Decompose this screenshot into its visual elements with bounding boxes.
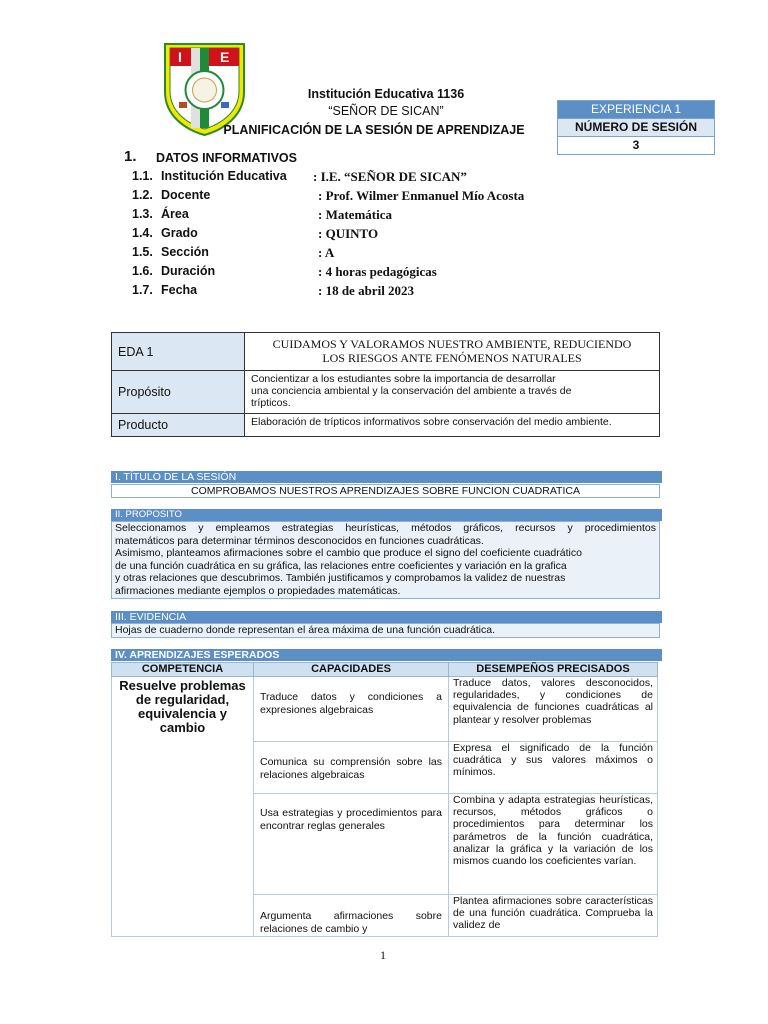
datos-value: : A bbox=[318, 245, 335, 260]
datos-label: Institución Educativa bbox=[161, 169, 287, 183]
school-name: “SEÑOR DE SICAN” bbox=[328, 104, 444, 118]
header-competencia: COMPETENCIA bbox=[112, 663, 254, 677]
aprendizajes-table bbox=[111, 662, 658, 937]
experience-label: EXPERIENCIA 1 bbox=[558, 101, 714, 119]
desempeno-3: Combina y adapta estrategias heurísticas, recursos, métodos gráficos o procedimientos para determinar los parámetros de la función cuadrática, analizar la gráfica y la variación de los mismos cuando los coeficientes varían. bbox=[449, 794, 658, 895]
competencia-cell bbox=[112, 677, 254, 937]
datos-number: 1.2. bbox=[132, 188, 153, 202]
session-label: NÚMERO DE SESIÓN bbox=[558, 119, 714, 137]
proposito-box-line5: y otras relaciones que descubrimos. También justificamos y comprobamos la validez de nuestras bbox=[115, 572, 566, 584]
proposito-text bbox=[245, 371, 660, 414]
datos-value: : Matemática bbox=[318, 207, 392, 222]
eda-title-line1: CUIDAMOS Y VALORAMOS NUESTRO AMBIENTE, REDUCIENDO bbox=[272, 337, 632, 351]
titulo-box: COMPROBAMOS NUESTROS APRENDIZAJES SOBRE FUNCION CUADRATICA bbox=[111, 484, 660, 498]
desempeno-2: Expresa el significado de la función cuadrática y sus valores máximos o mínimos. bbox=[449, 742, 658, 794]
proposito-box-line2: matemáticos para determinar términos desconocidos en funciones cuadráticas. bbox=[115, 534, 484, 547]
datos-number: 1.1. bbox=[132, 169, 153, 183]
datos-number: 1.6. bbox=[132, 264, 153, 278]
proposito-box bbox=[111, 521, 660, 599]
page-number: 1 bbox=[380, 948, 386, 962]
eda-table bbox=[111, 332, 660, 437]
eda-label: EDA 1 bbox=[112, 333, 245, 371]
page-title: PLANIFICACIÓN DE LA SESIÓN DE APRENDIZAJE bbox=[223, 123, 525, 137]
datos-number: 1.4. bbox=[132, 226, 153, 240]
datos-value: : Prof. Wilmer Enmanuel Mío Acosta bbox=[318, 188, 525, 203]
capacidad-1: Traduce datos y condiciones a expresiones algebraicas bbox=[254, 677, 449, 742]
datos-label: Grado bbox=[161, 226, 198, 240]
datos-value: : 4 horas pedagógicas bbox=[318, 264, 437, 279]
logo-letter-i: I bbox=[178, 49, 182, 65]
titulo-bar: I. TÍTULO DE LA SESIÓN bbox=[111, 471, 662, 483]
datos-number: 1.5. bbox=[132, 245, 153, 259]
producto-label: Producto bbox=[112, 414, 245, 437]
datos-label: Área bbox=[161, 207, 189, 221]
evidencia-bar: III. EVIDENCIA bbox=[111, 611, 662, 623]
datos-number: 1.3. bbox=[132, 207, 153, 221]
proposito-box-line3: Asimismo, planteamos afirmaciones sobre el cambio que produce el signo del coeficiente cuadrático bbox=[115, 547, 582, 559]
datos-label: Fecha bbox=[161, 283, 198, 297]
datos-label: Duración bbox=[161, 264, 216, 278]
header-capacidades: CAPACIDADES bbox=[254, 663, 449, 677]
proposito-line1: Concientizar a los estudiantes sobre la importancia de desarrollar bbox=[251, 373, 556, 385]
datos-label: Sección bbox=[161, 245, 209, 259]
header-desempenos: DESEMPEÑOS PRECISADOS bbox=[449, 663, 658, 677]
datos-number: 1.7. bbox=[132, 283, 153, 297]
datos-label: Docente bbox=[161, 188, 211, 202]
desempeno-1: Traduce datos, valores desconocidos, regularidades, y condiciones de equivalencia de funciones cuadráticas al plantear y resolver problemas bbox=[449, 677, 658, 742]
eda-title-line2: LOS RIESGOS ANTE FENÓMENOS NATURALES bbox=[322, 351, 582, 365]
proposito-line2: una conciencia ambiental y la conservación del ambiente a través de bbox=[251, 385, 572, 397]
capacidad-2: Comunica su comprensión sobre las relaciones algebraicas bbox=[254, 742, 449, 794]
aprendizajes-bar: IV. APRENDIZAJES ESPERADOS bbox=[111, 649, 662, 661]
capacidad-4: Argumenta afirmaciones sobre relaciones de cambio y bbox=[254, 895, 449, 937]
datos-value: : 18 de abril 2023 bbox=[318, 283, 415, 298]
desempeno-4: Plantea afirmaciones sobre características de una función cuadrática. Comprueba la validez de bbox=[449, 895, 658, 937]
logo-letter-e: E bbox=[220, 49, 230, 65]
proposito-box-line1: Seleccionamos y empleamos estrategias heurísticas, métodos gráficos, recursos y procedimientos bbox=[115, 522, 656, 534]
proposito-bar: II. PROPOSITO bbox=[111, 509, 662, 521]
capacidad-3: Usa estrategias y procedimientos para encontrar reglas generales bbox=[254, 794, 449, 895]
datos-value: : I.E. “SEÑOR DE SICAN” bbox=[313, 169, 467, 184]
evidencia-box: Hojas de cuaderno donde representan el área máxima de una función cuadrática. bbox=[111, 623, 660, 638]
eda-title bbox=[245, 333, 660, 371]
proposito-box-line6: afirmaciones mediante ejemplos o propiedades matemáticas. bbox=[115, 584, 401, 597]
proposito-box-line4: de una función cuadrática en su gráfica, las relaciones entre coeficientes y variación en la grafica bbox=[115, 559, 567, 572]
datos-heading-number: 1. bbox=[124, 148, 137, 165]
session-number: 3 bbox=[632, 138, 640, 152]
producto-text: Elaboración de trípticos informativos sobre conservación del medio ambiente. bbox=[245, 414, 660, 437]
datos-value: : QUINTO bbox=[318, 226, 379, 241]
datos-heading: DATOS INFORMATIVOS bbox=[156, 151, 297, 165]
proposito-label: Propósito bbox=[112, 371, 245, 414]
competencia-text: Resuelve problemas de regularidad, equivalencia y cambio bbox=[119, 678, 246, 735]
experience-box bbox=[557, 100, 715, 155]
proposito-line3: trípticos. bbox=[251, 397, 291, 409]
institution-name: Institución Educativa 1136 bbox=[307, 87, 465, 101]
